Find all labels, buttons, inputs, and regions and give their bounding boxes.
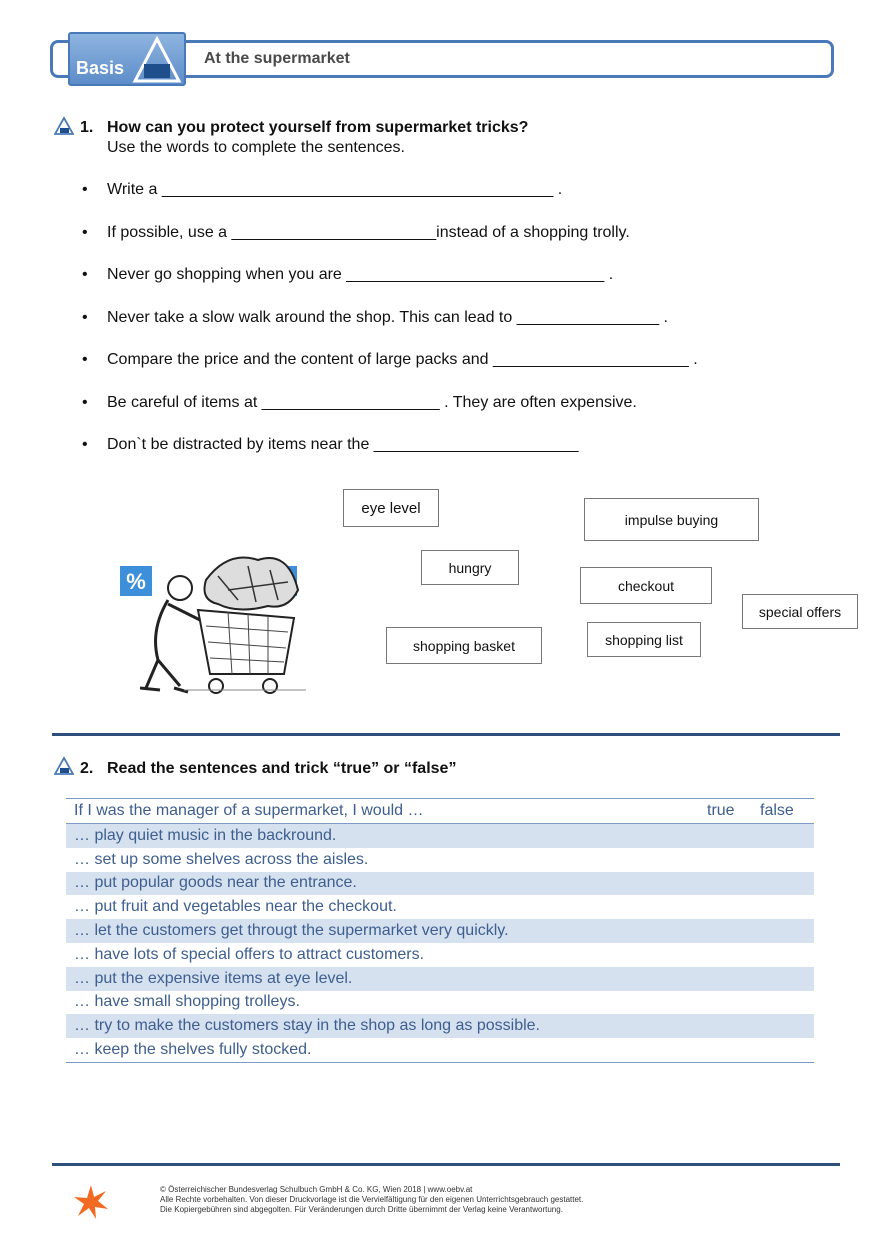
table-row[interactable] (66, 967, 814, 991)
sentence-3 (82, 266, 613, 284)
page-title: At the supermarket (204, 50, 350, 67)
task2-title: Read the sentences and trick “true” or “false” (107, 760, 457, 777)
word-impulse-buying: impulse buying (584, 498, 759, 541)
footer-divider (52, 1163, 840, 1166)
table-row[interactable] (66, 919, 814, 943)
table-row[interactable] (66, 848, 814, 872)
column-true: true (707, 802, 735, 819)
word-checkout: checkout (580, 567, 712, 604)
row-text: … put fruit and vegetables near the checkout. (74, 898, 397, 916)
table-row[interactable] (66, 895, 814, 919)
word-hungry: hungry (421, 550, 519, 585)
task1-title: How can you protect yourself from supermarket tricks? (107, 119, 529, 136)
row-text: … play quiet music in the backround. (74, 826, 337, 844)
task1-instruction: Use the words to complete the sentences. (107, 139, 405, 156)
sentence-text: Never go shopping when you are _____________________________ . (107, 266, 614, 283)
bullet: • (82, 224, 88, 241)
row-text: … set up some shelves across the aisles. (74, 850, 369, 868)
task2-number: 2. (80, 760, 94, 777)
bullet: • (82, 181, 88, 198)
table-header-text: If I was the manager of a supermarket, I would … (74, 802, 424, 819)
footer-line-2: Alle Rechte vorbehalten. Von dieser Druckvorlage ist die Vervielfältigung für den eigenen Unterrichtsgebrauch gestattet. (160, 1195, 584, 1204)
table-row[interactable] (66, 943, 814, 967)
sentence-6 (82, 394, 637, 412)
row-text: … keep the shelves fully stocked. (74, 1041, 312, 1059)
sentence-text: If possible, use a _______________________instead of a shopping trolly. (107, 224, 630, 241)
basis-label: Basis (76, 58, 125, 78)
word-special-offers: special offers (742, 594, 858, 629)
row-text: … let the customers get througt the supermarket very quickly. (74, 922, 509, 940)
table-row[interactable] (66, 824, 814, 848)
table-header (66, 798, 814, 824)
sentence-7 (82, 436, 578, 454)
sentence-text: Compare the price and the content of large packs and ______________________ . (107, 351, 698, 368)
bullet: • (82, 394, 88, 411)
row-text: … have lots of special offers to attract customers. (74, 945, 425, 963)
level-triangle-icon (54, 756, 74, 776)
word-shopping-basket: shopping basket (386, 627, 542, 664)
row-text: … put popular goods near the entrance. (74, 874, 357, 892)
table-row[interactable] (66, 872, 814, 896)
footer-line-1: © Österreichischer Bundesverlag Schulbuch GmbH & Co. KG, Wien 2018 | www.oebv.at (160, 1185, 473, 1194)
bullet: • (82, 266, 88, 283)
level-triangle-icon (54, 116, 74, 136)
word-eye-level: eye level (343, 489, 439, 527)
footer-line-3: Die Kopiergebühren sind abgegolten. Für Veränderungen durch Dritte übernimmt der Verlag keine Verantwortung. (160, 1205, 563, 1214)
task1-number: 1. (80, 119, 94, 136)
sentence-1 (82, 181, 562, 199)
sentence-text: Write a ____________________________________________ . (107, 181, 563, 198)
row-text: … have small shopping trolleys. (74, 993, 300, 1011)
bullet: • (82, 351, 88, 368)
pyramid-icon (132, 36, 182, 84)
table-bottom-border (66, 1062, 814, 1063)
sentence-text: Never take a slow walk around the shop. This can lead to ________________ . (107, 309, 668, 326)
row-text: … try to make the customers stay in the shop as long as possible. (74, 1017, 540, 1035)
publisher-logo-icon (72, 1183, 110, 1221)
sentence-2 (82, 224, 630, 242)
table-row[interactable] (66, 1014, 814, 1038)
table-row[interactable] (66, 1038, 814, 1062)
sentence-4 (82, 309, 668, 327)
section-divider (52, 733, 840, 736)
bullet: • (82, 309, 88, 326)
table-row[interactable] (66, 991, 814, 1015)
row-text: … put the expensive items at eye level. (74, 969, 353, 987)
word-shopping-list: shopping list (587, 622, 701, 657)
svg-text:%: % (126, 569, 146, 594)
shopper-with-trolley-illustration (88, 540, 313, 702)
copyright-notice (160, 1185, 583, 1215)
sentence-text: Be careful of items at ____________________ . They are often expensive. (107, 394, 637, 411)
sentence-5 (82, 351, 698, 369)
bullet: • (82, 436, 88, 453)
sentence-text: Don`t be distracted by items near the _______________________ (107, 436, 579, 453)
column-false: false (760, 802, 794, 819)
true-false-table (66, 798, 814, 1063)
